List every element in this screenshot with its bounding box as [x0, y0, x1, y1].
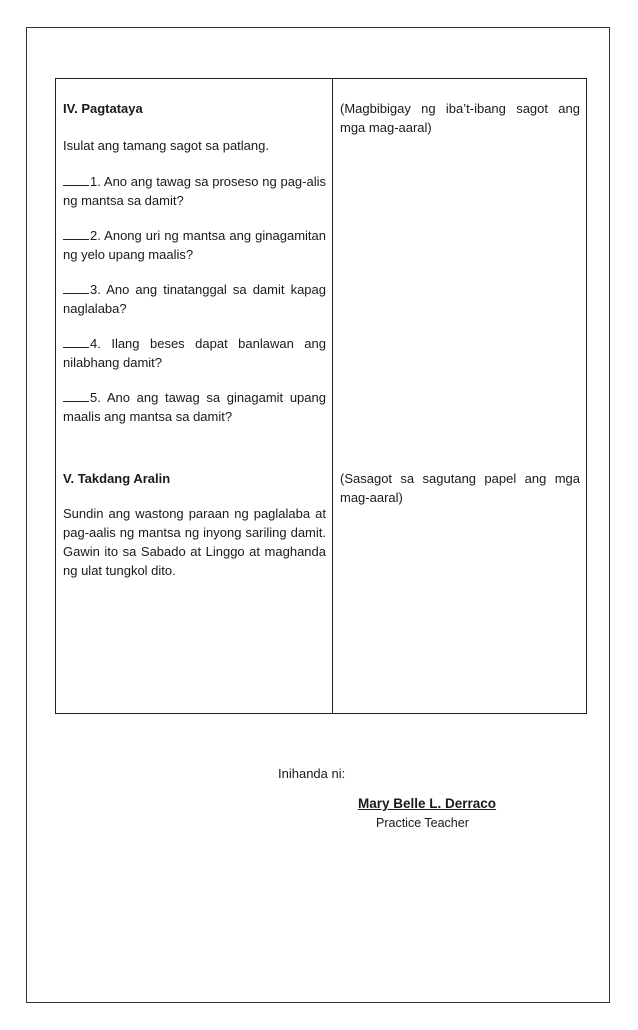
assignment-response: (Sasagot sa sagutang papel ang mga mag-aaral): [340, 471, 580, 505]
answer-blank: [63, 175, 89, 186]
evaluation-instruction: Isulat ang tamang sagot sa patlang.: [63, 138, 269, 153]
question-item: 2. Anong uri ng mantsa ang ginagamitan ng yelo upang maalis?: [63, 228, 326, 262]
answer-blank: [63, 391, 89, 402]
question-item: 3. Ano ang tinatanggal sa damit kapag naglalaba?: [63, 282, 326, 316]
evaluation-section: [63, 99, 326, 442]
answer-blank: [63, 229, 89, 240]
evaluation-response: (Magbibigay ng iba’t-ibang sagot ang mga mag-aaral): [340, 101, 580, 135]
activity-column: [56, 79, 333, 714]
assignment-heading: V. Takdang Aralin: [63, 471, 171, 486]
lesson-plan-table: [55, 78, 587, 714]
evaluation-heading: IV. Pagtataya: [63, 101, 143, 116]
question-item: 5. Ano ang tawag sa ginagamit upang maalis ang mantsa sa damit?: [63, 390, 326, 424]
answer-blank: [63, 283, 89, 294]
response-column: [333, 79, 587, 714]
assignment-text: Sundin ang wastong paraan ng paglalaba at pag-aalis ng mantsa ng inyong sariling damit. Gawin ito sa Sabado at Linggo at maghanda ng ulat tungkol dito.: [63, 506, 326, 578]
signer-role: Practice Teacher: [376, 816, 469, 830]
question-item: 4. Ilang beses dapat banlawan ang nilabhang damit?: [63, 336, 326, 370]
prepared-by-label: Inihanda ni:: [278, 766, 346, 781]
signer-name: Mary Belle L. Derraco: [358, 796, 497, 811]
question-item: 1. Ano ang tawag sa proseso ng pag-alis ng mantsa sa damit?: [63, 174, 326, 208]
answer-blank: [63, 337, 89, 348]
assignment-section: [63, 469, 326, 580]
